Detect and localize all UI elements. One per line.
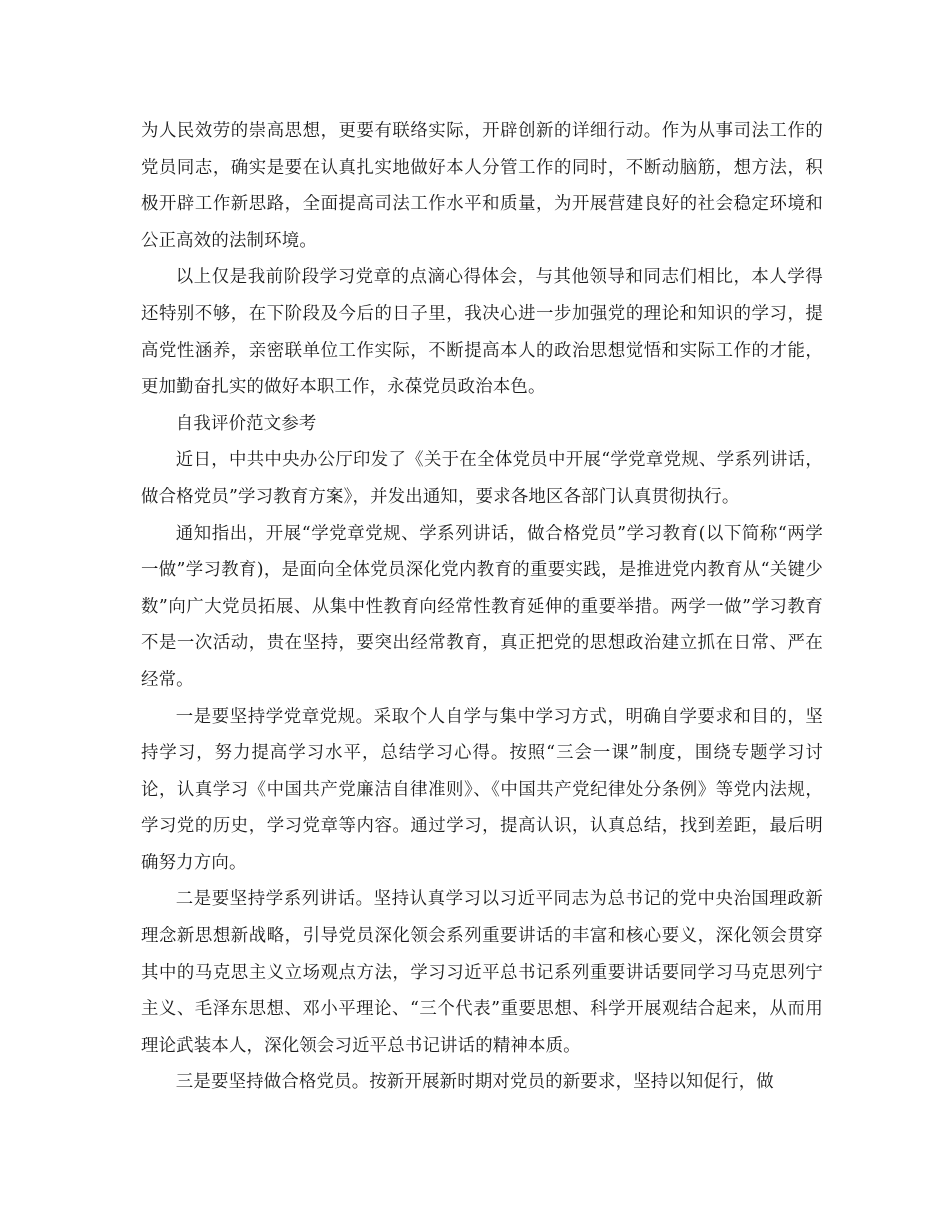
paragraph-7: 三是要坚持做合格党员。按新开展新时期对党员的新要求，坚持以知促行，做 (175, 1072, 774, 1093)
paragraph-6: 二是要坚持学系列讲话。坚持认真学习以习近平同志为总书记的党中央治国理政新理念新思想新战略，引导党员深化领会系列重要讲话的丰富和核心要义，深化领会贯穿其中的马克思主义立场观点方法，学习习近平总书记系列重要讲话要同学习马克思列宁主义、毛泽东思想、邓小平理论、“三个代表”重要思想、科学开展观结合起来，从而用理论武装本人，深化领会习近平总书记讲话的精神本质。 (141, 889, 823, 1056)
paragraph-3: 近日，中共中央办公厅印发了《关于在全体党员中开展“学党章党规、学系列讲话，做合格党员”学习教育方案》，并发出通知，要求各地区各部门认真贯彻执行。 (141, 450, 823, 507)
document-body (141, 113, 823, 1101)
paragraph-1: 为人民效劳的崇高思想，更要有联络实际，开辟创新的详细行动。作为从事司法工作的党员同志，确实是要在认真扎实地做好本人分管工作的同时，不断动脑筋，想方法，积极开辟工作新思路，全面提高司法工作水平和质量，为开展营建良好的社会稳定环境和公正高效的法制环境。 (141, 121, 823, 251)
paragraph-2: 以上仅是我前阶段学习党章的点滴心得体会，与其他领导和同志们相比，本人学得还特别不够，在下阶段及今后的日子里，我决心进一步加强党的理论和知识的学习，提高党性涵养，亲密联单位工作实际，不断提高本人的政治思想觉悟和实际工作的才能，更加勤奋扎实的做好本职工作，永葆党员政治本色。 (141, 267, 823, 398)
paragraph-5: 一是要坚持学党章党规。采取个人自学与集中学习方式，明确自学要求和目的，坚持学习，努力提高学习水平，总结学习心得。按照“三会一课”制度，围绕专题学习讨论，认真学习《中国共产党廉洁自律准则》、《中国共产党纪律处分条例》等党内法规，学习党的历史，学习党章等内容。通过学习，提高认识，认真总结，找到差距，最后明确努力方向。 (141, 706, 823, 873)
section-heading: 自我评价范文参考 (175, 413, 317, 434)
paragraph-4: 通知指出，开展“学党章党规、学系列讲话，做合格党员”学习教育(以下简称“两学一做”学习教育)，是面向全体党员深化党内教育的重要实践，是推进党内教育从“关键少数”向广大党员拓展、从集中性教育向经常性教育延伸的重要举措。两学一做”学习教育不是一次活动，贵在坚持，要突出经常教育，真正把党的思想政治建立抓在日常、严在经常。 (141, 523, 823, 690)
